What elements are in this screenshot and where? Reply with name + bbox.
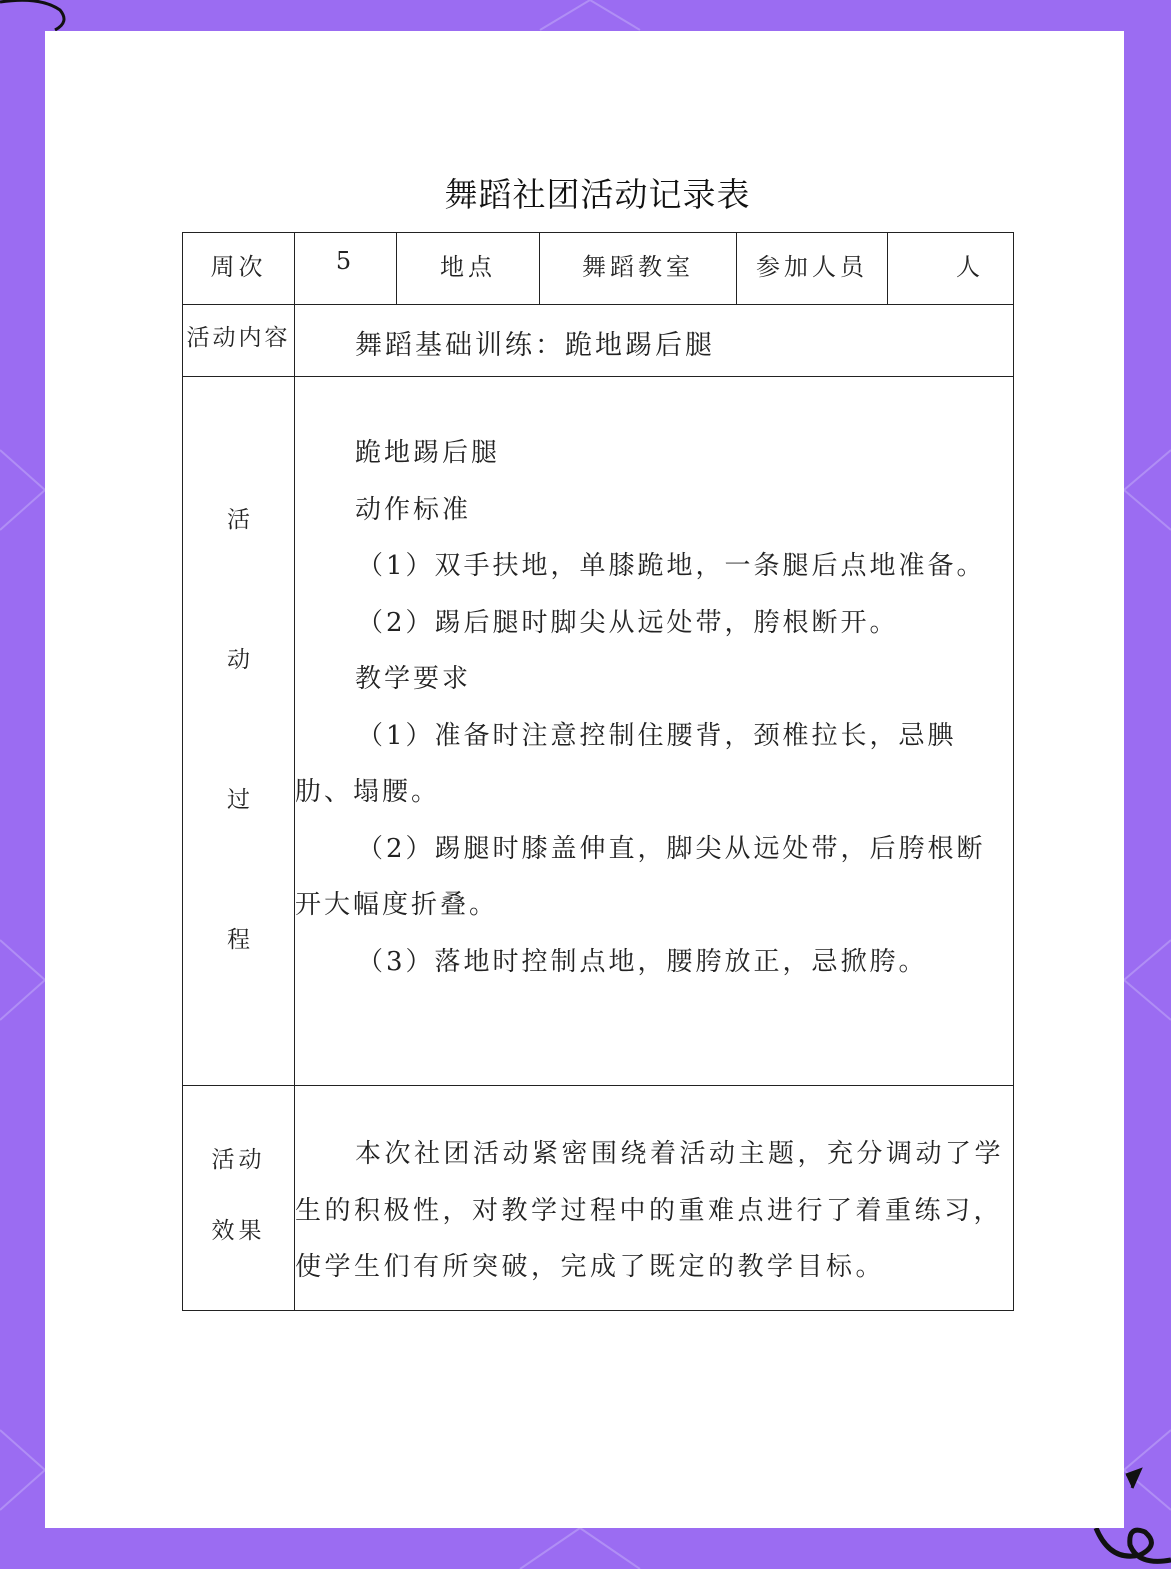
effect-content-cell xyxy=(295,1086,1014,1311)
process-line: 动作标准 xyxy=(355,494,472,525)
location-label: 地点 xyxy=(440,253,496,281)
process-line: （1）准备时注意控制住腰背，颈椎拉长，忌腆肋、塌腰。 xyxy=(295,720,957,807)
content-label-cell xyxy=(183,305,295,377)
content-value-cell xyxy=(295,305,1014,377)
effect-label-line1: 活动 xyxy=(211,1147,266,1173)
process-label-char-4: 程 xyxy=(227,927,250,953)
process-line: （1）双手扶地，单膝跪地，一条腿后点地准备。 xyxy=(357,551,986,581)
process-line: 跪地踢后腿 xyxy=(355,438,501,468)
document-title: 舞蹈社团活动记录表 xyxy=(444,175,751,214)
week-value: 5 xyxy=(335,247,356,275)
process-line: （2）踢腿时膝盖伸直，脚尖从远处带，后胯根断开大幅度折叠。 xyxy=(295,833,986,920)
process-label-char-1: 活 xyxy=(227,507,250,533)
week-label: 周次 xyxy=(210,253,267,281)
process-label-char-3: 过 xyxy=(227,787,250,813)
process-label-cell xyxy=(183,377,295,1086)
process-content-cell xyxy=(295,377,1014,1086)
process-label-char-2: 动 xyxy=(227,647,250,673)
process-line: （2）踢后腿时脚尖从远处带，胯根断开。 xyxy=(357,607,899,638)
effect-label-cell xyxy=(183,1086,295,1311)
process-line: 教学要求 xyxy=(355,664,472,694)
process-line: （3）落地时控制点地，腰胯放正，忌掀胯。 xyxy=(357,946,928,977)
content-value: 舞蹈基础训练：跪地踢后腿 xyxy=(355,330,715,361)
process-row xyxy=(183,377,1014,1086)
participants-value: 人 xyxy=(956,253,984,281)
location-label-cell xyxy=(397,233,540,305)
effect-row xyxy=(183,1086,1014,1311)
header-row xyxy=(183,233,1014,305)
document-sheet xyxy=(45,31,1124,1528)
effect-text: 本次社团活动紧密围绕着活动主题，充分调动了学生的积极性，对教学过程中的重难点进行了着重练习，使学生们有所突破，完成了既定的教学目标。 xyxy=(295,1139,1005,1282)
effect-label-line2: 效果 xyxy=(211,1218,266,1244)
activity-record-table xyxy=(182,232,1014,1311)
participants-label-cell xyxy=(737,233,888,305)
location-value: 舞蹈教室 xyxy=(582,253,694,281)
week-value-cell xyxy=(295,233,397,305)
content-label: 活动内容 xyxy=(186,325,291,351)
week-label-cell xyxy=(183,233,295,305)
content-row xyxy=(183,305,1014,377)
participants-value-cell xyxy=(888,233,1014,305)
participants-label: 参加人员 xyxy=(756,253,868,281)
location-value-cell xyxy=(540,233,737,305)
